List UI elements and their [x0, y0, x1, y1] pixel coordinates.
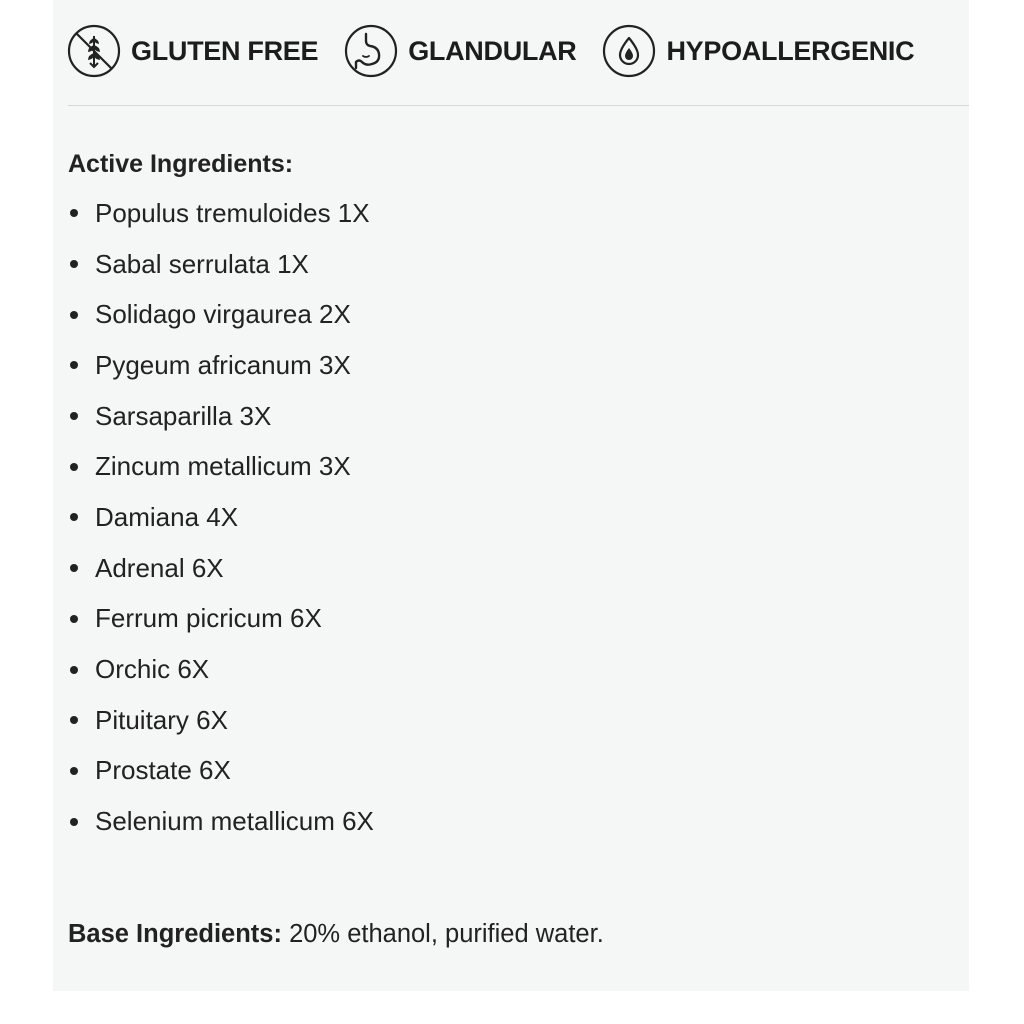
- list-item: [68, 188, 374, 239]
- ingredient-text: Adrenal 6X: [95, 552, 224, 583]
- bullet-icon: [70, 615, 78, 623]
- bullet-icon: [70, 361, 78, 369]
- list-item: [68, 340, 374, 391]
- ingredient-text: Ferrum picricum 6X: [95, 603, 322, 634]
- ingredient-text: Damiana 4X: [95, 501, 239, 532]
- ingredient-text: Pygeum africanum 3X: [95, 349, 351, 380]
- stomach-icon: [344, 24, 398, 78]
- list-item: [68, 391, 374, 442]
- bullet-icon: [70, 311, 78, 319]
- badge-label: HYPOALLERGENIC: [666, 35, 915, 66]
- list-item: [68, 796, 374, 847]
- ingredient-text: Zincum metallicum 3X: [95, 451, 351, 482]
- ingredient-text: Orchic 6X: [95, 654, 210, 685]
- list-item: [68, 746, 374, 797]
- bullet-icon: [70, 463, 78, 471]
- ingredient-text: Selenium metallicum 6X: [95, 806, 374, 837]
- bullet-icon: [70, 767, 78, 775]
- glandular-badge: [344, 24, 576, 78]
- ingredient-text: Prostate 6X: [95, 755, 231, 786]
- active-ingredients-list: [68, 188, 374, 847]
- active-ingredients-heading: Active Ingredients:: [68, 150, 294, 178]
- bullet-icon: [70, 666, 78, 674]
- feature-badges: [67, 23, 940, 79]
- list-item: [68, 644, 374, 695]
- base-ingredients-label: Base Ingredients:: [68, 920, 282, 948]
- list-item: [68, 239, 374, 290]
- ingredient-text: Sarsaparilla 3X: [95, 400, 272, 431]
- base-ingredients: [68, 920, 604, 949]
- ingredient-text: Sabal serrulata 1X: [95, 248, 309, 279]
- water-drop-icon: [602, 24, 656, 78]
- list-item: [68, 695, 374, 746]
- bullet-icon: [70, 716, 78, 724]
- wheat-crossed-icon: [67, 24, 121, 78]
- hypoallergenic-badge: [602, 24, 914, 78]
- bullet-icon: [70, 209, 78, 217]
- bullet-icon: [70, 818, 78, 826]
- ingredient-text: Solidago virgaurea 2X: [95, 299, 351, 330]
- list-item: [68, 492, 374, 543]
- base-ingredients-text: 20% ethanol, purified water.: [281, 920, 604, 948]
- bullet-icon: [70, 260, 78, 268]
- gluten-free-badge: [67, 24, 318, 78]
- bullet-icon: [70, 564, 78, 572]
- ingredient-text: Populus tremuloides 1X: [95, 197, 370, 228]
- list-item: [68, 289, 374, 340]
- badge-label: GLANDULAR: [408, 35, 577, 66]
- list-item: [68, 441, 374, 492]
- bullet-icon: [70, 513, 78, 521]
- bullet-icon: [70, 412, 78, 420]
- list-item: [68, 543, 374, 594]
- badge-label: GLUTEN FREE: [131, 35, 319, 66]
- list-item: [68, 594, 374, 645]
- section-divider: [68, 105, 969, 106]
- ingredient-text: Pituitary 6X: [95, 704, 228, 735]
